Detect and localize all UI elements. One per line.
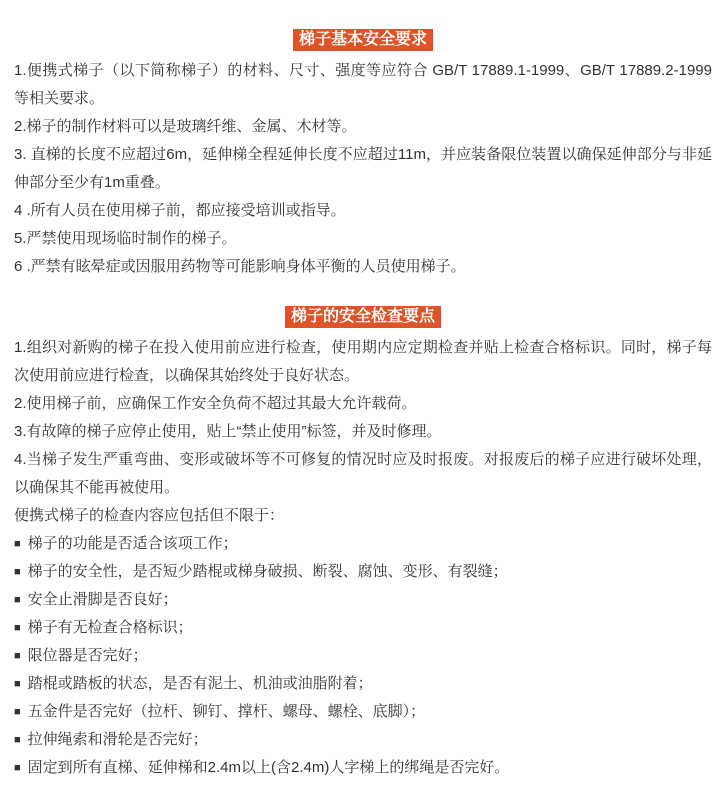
square-bullet-icon: ■ (14, 622, 21, 634)
checklist-item-text: 拉伸绳索和滑轮是否完好； (27, 731, 208, 748)
checklist-item-text: 梯子的安全性，是否短少踏棍或梯身破损、断裂、腐蚀、变形、有裂缝； (27, 563, 508, 580)
checklist-item-text: 梯子有无检查合格标识； (27, 619, 193, 636)
checklist-item-text: 限位器是否完好； (27, 647, 148, 664)
checklist-item-text: 安全止滑脚是否良好； (27, 591, 178, 608)
checklist-item (14, 558, 712, 586)
checklist-item-text: 梯子的功能是否适合该项工作； (27, 535, 238, 552)
section-header-basic-requirements (14, 29, 712, 51)
checklist-intro: 便携式梯子的检查内容应包括但不限于： (14, 507, 285, 524)
inspection-item: 2.使用梯子前，应确保工作安全负荷不超过其最大允许载荷。 (14, 395, 417, 412)
inspection-item: 4.当梯子发生严重弯曲、变形或破坏等不可修复的情况时应及时报废。对报废后的梯子应进行破坏处理，以确保其不能再被使用。 (14, 451, 712, 496)
requirement-item: 4 .所有人员在使用梯子前，都应接受培训或指导。 (14, 202, 346, 219)
checklist-item (14, 530, 712, 558)
inspection-item: 1.组织对新购的梯子在投入使用前应进行检查，使用期内应定期检查并贴上检查合格标识。同时，梯子每次使用前应进行检查，以确保其始终处于良好状态。 (14, 339, 712, 384)
requirement-item: 2.梯子的制作材料可以是玻璃纤维、金属、木材等。 (14, 118, 357, 135)
square-bullet-icon: ■ (14, 594, 21, 606)
square-bullet-icon: ■ (14, 678, 21, 690)
checklist-item (14, 754, 712, 782)
section-title: 梯子基本安全要求 (293, 29, 433, 51)
square-bullet-icon: ■ (14, 538, 21, 550)
requirement-item: 6 .严禁有眩晕症或因服用药物等可能影响身体平衡的人员使用梯子。 (14, 258, 466, 275)
inspection-item: 3.有故障的梯子应停止使用，贴上“禁止使用”标签，并及时修理。 (14, 423, 442, 440)
square-bullet-icon: ■ (14, 650, 21, 662)
requirement-item: 5.严禁使用现场临时制作的梯子。 (14, 230, 237, 247)
checklist-item (14, 586, 712, 614)
square-bullet-icon: ■ (14, 762, 21, 774)
checklist-item (14, 670, 712, 698)
requirement-item: 1.便携式梯子（以下简称梯子）的材料、尺寸、强度等应符合 GB/T 17889.1-1999、GB/T 17889.2-1999 等相关要求。 (14, 62, 712, 107)
checklist-item (14, 614, 712, 642)
section-title: 梯子的安全检查要点 (285, 306, 441, 328)
square-bullet-icon: ■ (14, 566, 21, 578)
checklist-item-text: 五金件是否完好（拉杆、铆钉、撑杆、螺母、螺栓、底脚）； (27, 703, 426, 720)
requirement-item: 3. 直梯的长度不应超过6m，延伸梯全程延伸长度不应超过11m，并应装备限位装置以确保延伸部分与非延伸部分至少有1m重叠。 (14, 146, 712, 191)
checklist-item (14, 726, 712, 754)
checklist-item (14, 698, 712, 726)
section-header-inspection-points (14, 306, 712, 328)
checklist-item-text: 固定到所有直梯、延伸梯和2.4m以上(含2.4m)人字梯上的绑绳是否完好。 (27, 759, 510, 776)
square-bullet-icon: ■ (14, 706, 21, 718)
checklist-item-text: 踏棍或踏板的状态，是否有泥土、机油或油脂附着； (27, 675, 373, 692)
square-bullet-icon: ■ (14, 734, 21, 746)
checklist-item (14, 642, 712, 670)
